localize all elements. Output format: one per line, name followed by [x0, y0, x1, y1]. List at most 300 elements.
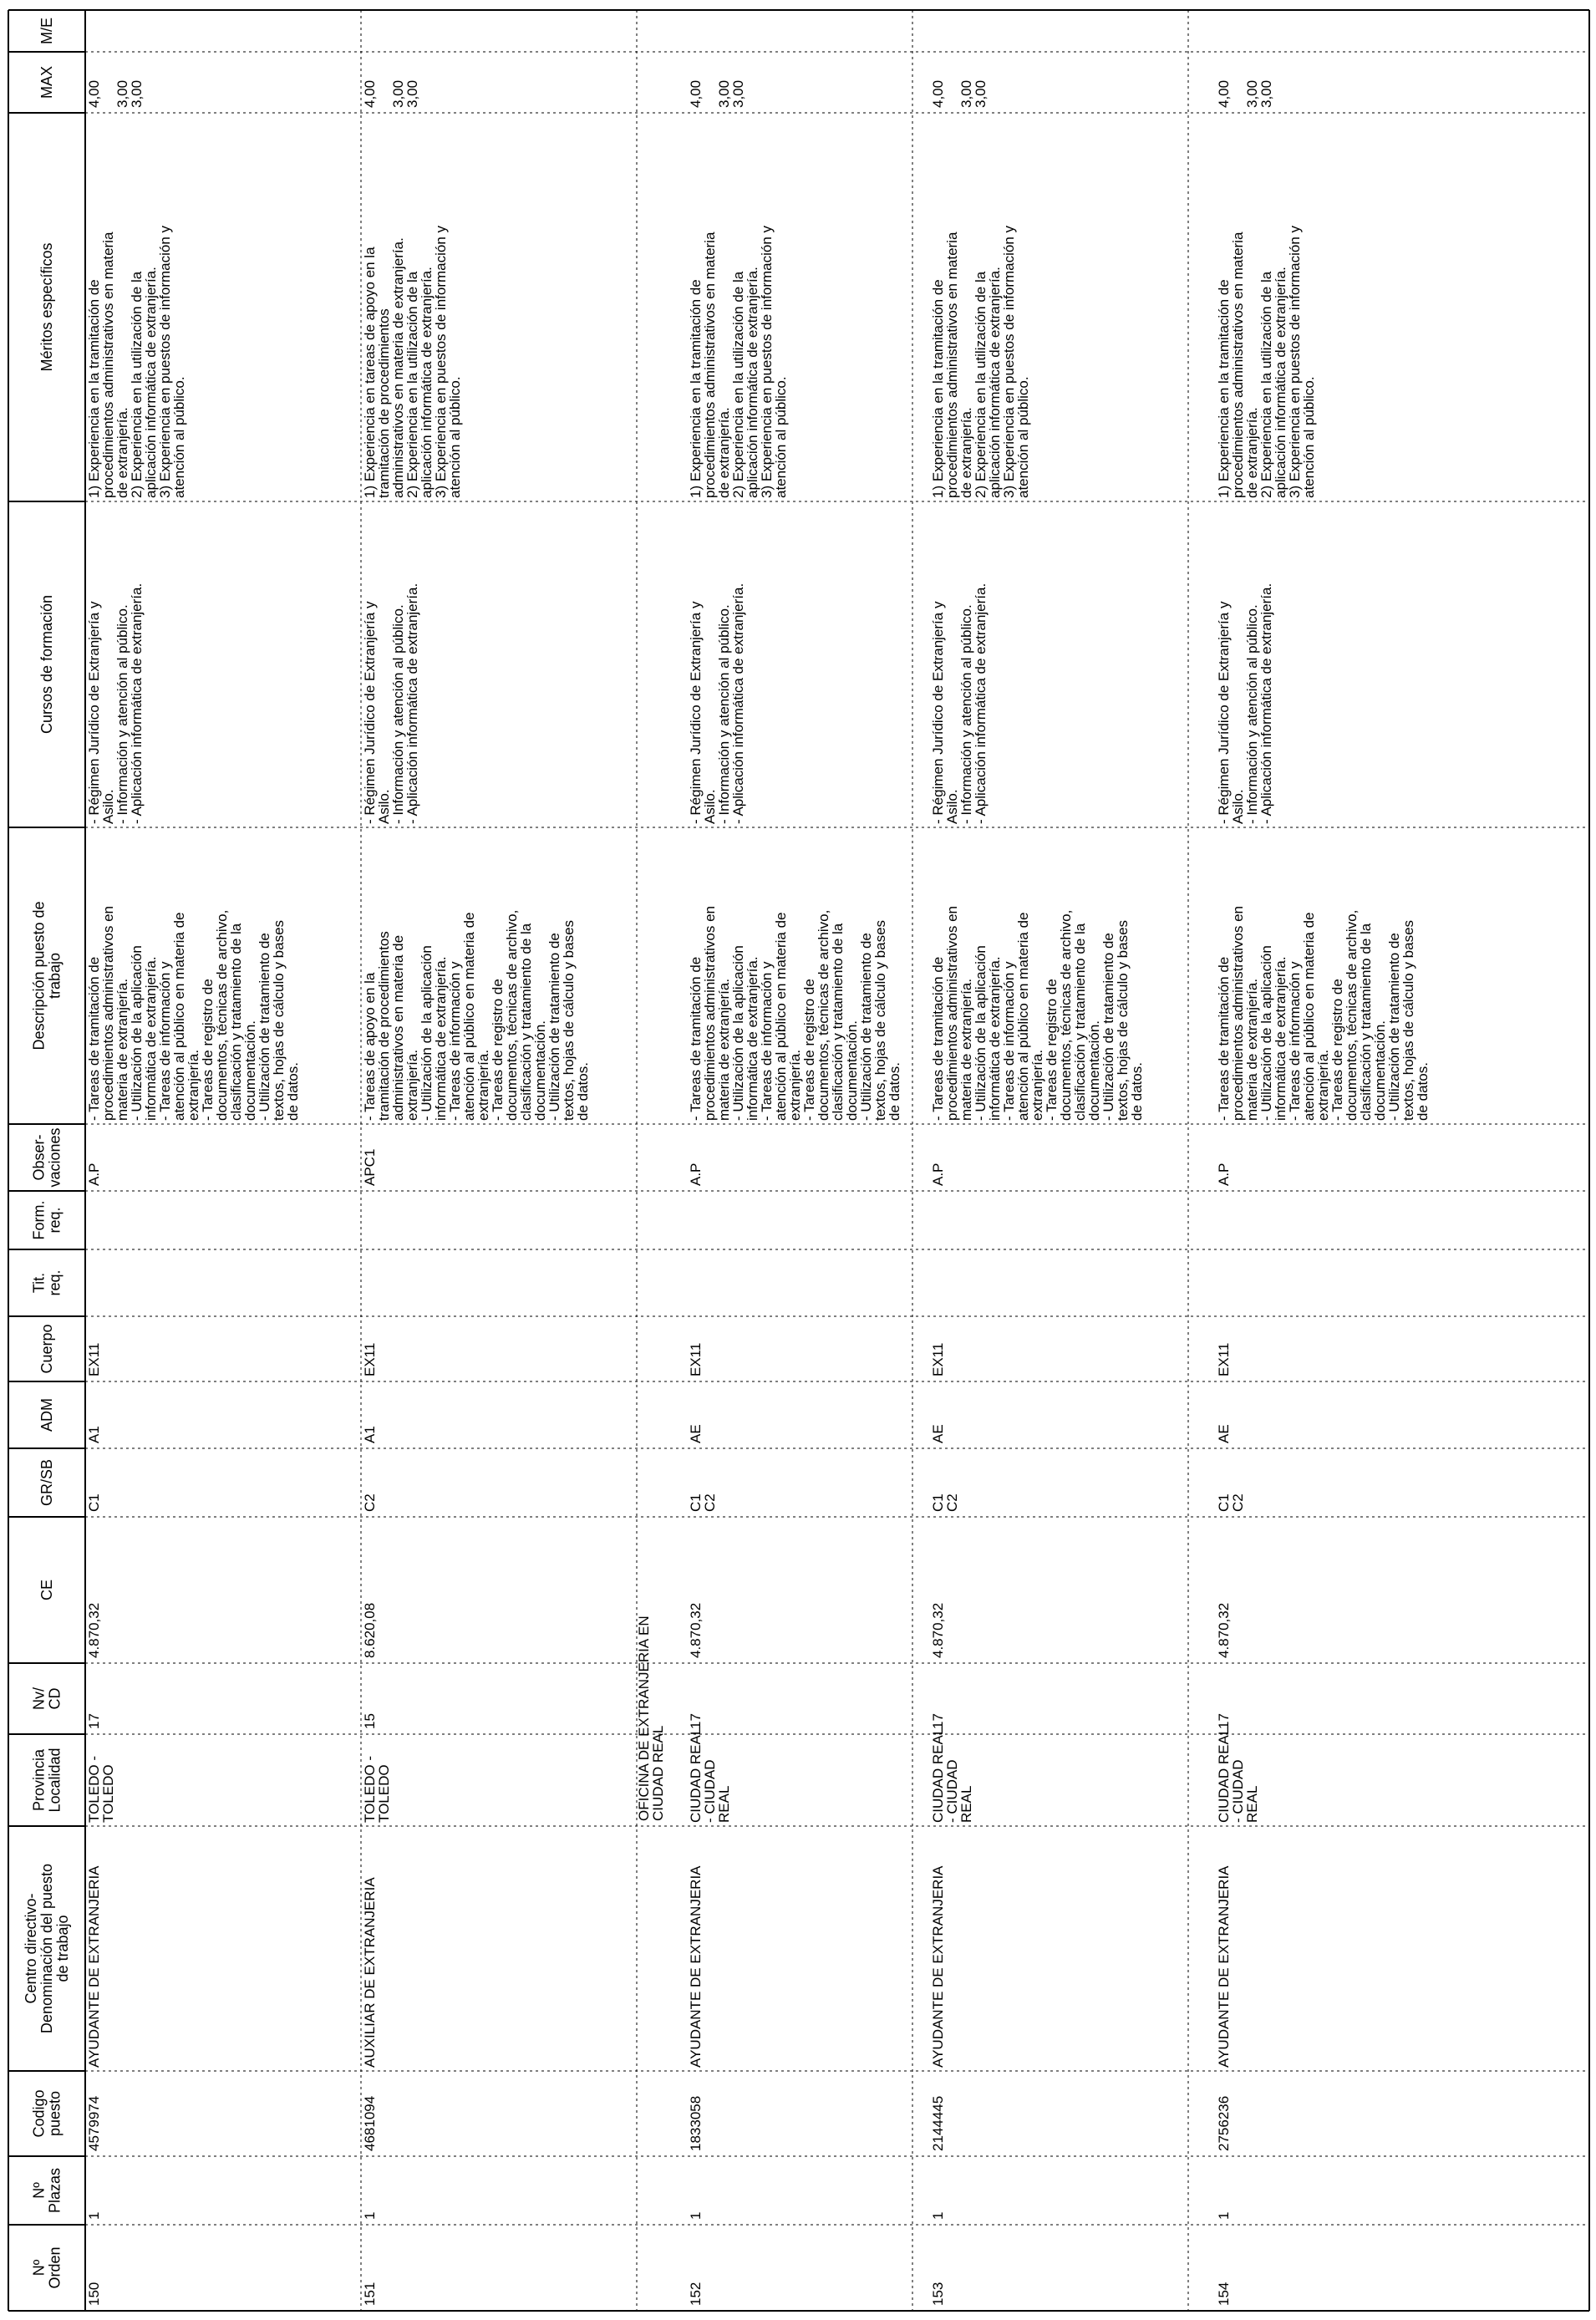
cursos-value-line: - Régimen Jurídico de Extranjería y	[930, 601, 946, 824]
descripcion-value-line: - Tareas de registro de	[490, 979, 506, 1121]
descripcion-value-line: documentos, técnicas de archivo,	[1058, 909, 1074, 1121]
header-titulacion-label: Tit.	[30, 1272, 48, 1294]
descripcion-value-line: clasificación y tratamiento de la	[1072, 923, 1088, 1121]
descripcion-value-line: documentación.	[1086, 1020, 1102, 1121]
cuerpo-value	[362, 1343, 378, 1376]
plazas-value	[688, 2212, 704, 2220]
cuerpo-value	[86, 1343, 102, 1376]
descripcion-value-line: informática de extranjería.	[1273, 956, 1288, 1121]
orden-value	[86, 2282, 102, 2306]
header-descripcion	[31, 901, 64, 1050]
nivel-value	[1216, 1713, 1232, 1729]
centro-value-line: AYUDANTE DE EXTRANJERIA	[688, 1865, 704, 2068]
nivel-value	[930, 1713, 946, 1729]
cuerpo-value-line: EX11	[86, 1342, 102, 1376]
grupo-value	[1216, 1493, 1246, 1512]
header-ce-label: CE	[38, 1579, 55, 1601]
descripcion-value-line: documentación.	[844, 1020, 860, 1121]
adm-value-line: A1	[362, 1426, 378, 1443]
descripcion-value-line: documentos, técnicas de archivo,	[504, 909, 520, 1121]
cursos-value-line: - Aplicación informática de extranjería.	[404, 583, 420, 824]
codigo-value-line: 4681094	[362, 2095, 378, 2151]
descripcion-value-line: - Tareas de registro de	[1329, 979, 1345, 1121]
descripcion-value-line: informática de extranjería.	[745, 956, 760, 1121]
grupo-value-line: C2	[702, 1493, 718, 1512]
cuerpo-value	[930, 1343, 946, 1376]
descripcion-value-line: - Utilización de la aplicación	[419, 945, 435, 1121]
max-value-line: 3,00	[958, 79, 974, 108]
header-nivel	[31, 1687, 64, 1710]
meritos-value-line: 3) Experiencia en puestos de información y	[1001, 225, 1017, 498]
descripcion-value-line: textos, hojas de cálculo y bases	[561, 919, 577, 1121]
max-value-line: 3,00	[404, 79, 420, 108]
cursos-value-line: - Aplicación informática de extranjería.	[730, 583, 746, 824]
codigo-value-line: 2144445	[930, 2095, 946, 2151]
plazas-value-line: 1	[688, 2211, 704, 2220]
descripcion-value-line: textos, hojas de cálculo y bases	[872, 919, 888, 1121]
header-cuerpo	[38, 1324, 55, 1373]
cursos-value-line: Asilo.	[376, 789, 392, 824]
descripcion-value-line: extranjería.	[1029, 1049, 1045, 1121]
header-provincia-label: Localidad	[46, 1748, 64, 1813]
header-nivel-label: Nv/	[30, 1687, 48, 1710]
grupo-value-line: C2	[944, 1493, 960, 1512]
grupo-value-line: C2	[1230, 1493, 1246, 1512]
provincia-value-line: CIUDAD REAL	[688, 1727, 704, 1823]
ce-value	[1216, 1603, 1232, 1658]
plazas-value	[930, 2212, 946, 2220]
plazas-value-line: 1	[930, 2211, 946, 2220]
codigo-value	[688, 2096, 704, 2151]
max-value	[1216, 80, 1274, 108]
centro-value	[930, 1865, 946, 2068]
provincia-value-line: - CIUDAD	[944, 1759, 960, 1823]
codigo-value-line: 2756236	[1216, 2095, 1232, 2151]
nivel-value	[86, 1713, 102, 1729]
header-provincia	[31, 1748, 64, 1812]
orden-value-line: 154	[1216, 2282, 1232, 2306]
ce-value-line: 4.870,32	[1216, 1602, 1232, 1658]
max-value-line: 4,00	[1216, 79, 1232, 108]
nivel-value-line: 17	[930, 1713, 946, 1729]
header-descripcion-label: trabajo	[46, 952, 64, 1000]
plazas-value	[1216, 2212, 1232, 2220]
descripcion-value-line: - Utilización de la aplicación	[730, 945, 746, 1121]
max-value-line: 3,00	[730, 79, 746, 108]
descripcion-value-line: - Tareas de información y	[1001, 961, 1017, 1121]
observaciones-value-line: A.P	[930, 1163, 946, 1186]
descripcion-value-line: de datos.	[887, 1062, 902, 1121]
meritos-value-line: de extranjería.	[1244, 407, 1260, 498]
descripcion-value-line: - Utilización de tratamiento de	[858, 933, 874, 1121]
descripcion-value-line: - Utilización de la aplicación	[1258, 945, 1274, 1121]
provincia-value	[86, 1756, 116, 1823]
meritos-value-line: aplicación informática de extranjería.	[143, 267, 159, 498]
meritos-value-line: 2) Experiencia en la utilización de la	[973, 271, 989, 498]
header-titulacion	[31, 1269, 64, 1295]
header-codigo-label: puesto	[46, 2090, 64, 2137]
max-value-line: 4,00	[86, 79, 102, 108]
group-label-line: CIUDAD REAL	[650, 1725, 666, 1821]
header-provincia-label: Provincia	[30, 1748, 48, 1812]
meritos-value	[362, 225, 463, 498]
plazas-value-line: 1	[1216, 2211, 1232, 2220]
centro-value	[86, 1865, 102, 2068]
descripcion-value-line: de datos.	[1129, 1062, 1145, 1121]
max-value-line: 3,00	[129, 79, 145, 108]
header-plazas-label: Nº	[30, 2182, 48, 2199]
grupo-value	[930, 1493, 960, 1512]
meritos-value-line: tramitación de procedimientos	[376, 308, 392, 498]
observaciones-value	[86, 1163, 102, 1186]
meritos-value-line: de extranjería.	[958, 407, 974, 498]
max-value	[688, 80, 746, 108]
adm-value-line: AE	[930, 1424, 946, 1443]
descripcion-value-line: documentación.	[532, 1020, 548, 1121]
header-centro	[23, 1864, 71, 2033]
observaciones-value-line: APC1	[362, 1148, 378, 1186]
descripcion-value-line: textos, hojas de cálculo y bases	[1400, 919, 1416, 1121]
descripcion-value-line: extranjería.	[186, 1049, 201, 1121]
meritos-value-line: 2) Experiencia en la utilización de la	[1258, 271, 1274, 498]
provincia-value-line: TOLEDO	[376, 1764, 392, 1823]
centro-value-line: AYUDANTE DE EXTRANJERIA	[1216, 1865, 1232, 2068]
cursos-value-line: - Información y atención al público.	[390, 604, 406, 824]
observaciones-value-line: A.P	[1216, 1163, 1232, 1186]
nivel-value-line: 17	[1216, 1713, 1232, 1729]
centro-value-line: AYUDANTE DE EXTRANJERIA	[86, 1865, 102, 2068]
provincia-value-line: TOLEDO -	[362, 1756, 378, 1823]
adm-value	[688, 1424, 704, 1443]
max-value-line: 3,00	[390, 79, 406, 108]
provincia-value-line: TOLEDO -	[86, 1756, 102, 1823]
descripcion-value-line: extranjería.	[475, 1049, 491, 1121]
ce-value	[86, 1603, 102, 1658]
descripcion-value-line: - Tareas de información y	[759, 961, 775, 1121]
cursos-value-line: Asilo.	[1230, 789, 1246, 824]
orden-value	[362, 2282, 378, 2306]
descripcion-value-line: tramitación de procedimientos	[376, 931, 392, 1121]
descripcion-value-line: documentos, técnicas de archivo,	[816, 909, 831, 1121]
header-centro-label: Denominación del puesto	[38, 1863, 55, 2034]
descripcion-value-line: - Utilización de la aplicación	[129, 945, 145, 1121]
cursos-value	[688, 583, 746, 824]
meritos-value-line: procedimientos administrativos en materia	[944, 231, 960, 498]
descripcion-value	[86, 906, 301, 1121]
descripcion-value-line: informática de extranjería.	[433, 956, 449, 1121]
table-grid	[8, 10, 1589, 2311]
cursos-value-line: - Información y atención al público.	[114, 604, 130, 824]
descripcion-value-line: atención al público en materia de	[461, 912, 477, 1121]
orden-value-line: 152	[688, 2282, 704, 2306]
provincia-value-line: CIUDAD REAL	[1216, 1727, 1232, 1823]
descripcion-value-line: - Tareas de tramitación de	[1216, 956, 1232, 1121]
meritos-value-line: 1) Experiencia en la tramitación de	[688, 279, 704, 498]
descripcion-value-line: clasificación y tratamiento de la	[518, 923, 534, 1121]
meritos-value-line: 3) Experiencia en puestos de información y	[157, 225, 173, 498]
cuerpo-value-line: EX11	[688, 1342, 704, 1376]
ce-value-line: 4.870,32	[688, 1602, 704, 1658]
nivel-value	[688, 1713, 704, 1729]
provincia-value	[1216, 1727, 1260, 1823]
meritos-value-line: atención al público.	[773, 376, 789, 498]
table-content	[23, 18, 1431, 2306]
cursos-value	[930, 583, 989, 824]
cursos-value-line: Asilo.	[100, 789, 116, 824]
header-cursos	[38, 595, 55, 734]
descripcion-value-line: clasificación y tratamiento de la	[830, 923, 846, 1121]
orden-value	[930, 2282, 946, 2306]
adm-value	[362, 1426, 378, 1443]
descripcion-value-line: procedimientos administrativos en	[1230, 905, 1246, 1121]
descripcion-value-line: - Tareas de registro de	[801, 979, 817, 1121]
descripcion-value-line: informática de extranjería.	[987, 956, 1003, 1121]
descripcion-value-line: materia de extranjería.	[716, 978, 732, 1121]
header-cuerpo-label: Cuerpo	[38, 1324, 55, 1374]
meritos-value-line: atención al público.	[171, 376, 187, 498]
cursos-value	[86, 583, 145, 824]
header-cursos-label: Cursos de formación	[38, 594, 55, 735]
descripcion-value-line: - Utilización de tratamiento de	[257, 933, 272, 1121]
descripcion-value-line: informática de extranjería.	[143, 956, 159, 1121]
ce-value	[688, 1603, 704, 1658]
cuerpo-value-line: EX11	[362, 1342, 378, 1376]
header-plazas	[31, 2168, 64, 2213]
descripcion-value-line: de datos.	[1415, 1062, 1431, 1121]
descripcion-value	[688, 906, 902, 1121]
observaciones-value	[1216, 1163, 1232, 1186]
meritos-value-line: aplicación informática de extranjería.	[1273, 267, 1288, 498]
cuerpo-value	[1216, 1343, 1232, 1376]
meritos-value	[1216, 225, 1317, 498]
provincia-value-line: REAL	[1244, 1785, 1260, 1823]
cursos-value	[362, 583, 420, 824]
provincia-value	[688, 1727, 732, 1823]
descripcion-value-line: - Tareas de información y	[447, 961, 463, 1121]
header-grupo-label: GR/SB	[38, 1458, 55, 1507]
descripcion-value-line: documentación.	[1372, 1020, 1388, 1121]
cuerpo-value-line: EX11	[930, 1342, 946, 1376]
descripcion-value	[362, 910, 591, 1121]
descripcion-value-line: procedimientos administrativos en	[100, 905, 116, 1121]
max-value-line: 3,00	[716, 79, 732, 108]
descripcion-value-line: - Utilización de la aplicación	[973, 945, 989, 1121]
descripcion-value-line: atención al público en materia de	[171, 912, 187, 1121]
centro-value-line: AUXILIAR DE EXTRANJERIA	[362, 1877, 378, 2068]
max-value-line: 3,00	[1244, 79, 1260, 108]
adm-value-line: AE	[1216, 1424, 1232, 1443]
descripcion-value-line: atención al público en materia de	[1301, 912, 1317, 1121]
cursos-value-line: - Aplicación informática de extranjería.	[973, 583, 989, 824]
descripcion-value-line: materia de extranjería.	[958, 978, 974, 1121]
header-max	[38, 66, 55, 99]
descripcion-value-line: textos, hojas de cálculo y bases	[1115, 919, 1131, 1121]
descripcion-value-line: - Utilización de tratamiento de	[546, 933, 562, 1121]
meritos-value-line: procedimientos administrativos en materia	[1230, 231, 1246, 498]
plazas-value-line: 1	[362, 2211, 378, 2220]
descripcion-value	[1216, 906, 1431, 1121]
descripcion-value-line: - Utilización de tratamiento de	[1386, 933, 1402, 1121]
descripcion-value-line: - Tareas de tramitación de	[930, 956, 946, 1121]
provincia-value	[930, 1727, 974, 1823]
provincia-value	[362, 1756, 392, 1823]
grupo-value-line: C1	[1216, 1493, 1232, 1512]
codigo-value-line: 4579974	[86, 2095, 102, 2151]
meritos-value-line: de extranjería.	[114, 407, 130, 498]
plazas-value	[86, 2212, 102, 2220]
meritos-value-line: 1) Experiencia en la tramitación de	[1216, 279, 1232, 498]
orden-value	[1216, 2282, 1232, 2306]
cursos-value-line: Asilo.	[702, 789, 718, 824]
meritos-value-line: de extranjería.	[716, 407, 732, 498]
meritos-value-line: 1) Experiencia en tareas de apoyo en la	[362, 247, 378, 498]
orden-value-line: 153	[930, 2282, 946, 2306]
descripcion-value-line: administrativos en materia de	[390, 934, 406, 1121]
meritos-value-line: atención al público.	[1015, 376, 1031, 498]
meritos-value-line: 3) Experiencia en puestos de información y	[759, 225, 775, 498]
group-label	[636, 1615, 666, 1821]
descripcion-value-line: - Tareas de tramitación de	[86, 956, 102, 1121]
meritos-value-line: administrativos en materia de extranjería.	[390, 237, 406, 498]
cursos-value-line: - Régimen Jurídico de Extranjería y	[362, 601, 378, 824]
header-plazas-label: Plazas	[46, 2167, 64, 2214]
orden-value	[688, 2282, 704, 2306]
cursos-value	[1216, 583, 1274, 824]
observaciones-value-line: A.P	[688, 1163, 704, 1186]
max-value-line: 4,00	[930, 79, 946, 108]
provincia-value-line: - CIUDAD	[702, 1759, 718, 1823]
ce-value-line: 4.870,32	[930, 1602, 946, 1658]
adm-value	[1216, 1424, 1232, 1443]
orden-value-line: 151	[362, 2282, 378, 2306]
observaciones-value	[930, 1163, 946, 1186]
meritos-value-line: 2) Experiencia en la utilización de la	[404, 271, 420, 498]
descripcion-value-line: procedimientos administrativos en	[944, 905, 960, 1121]
header-centro-label: de trabajo	[54, 1915, 71, 1982]
header-orden	[31, 2246, 64, 2288]
descripcion-value-line: materia de extranjería.	[114, 978, 130, 1121]
ce-value-line: 8.620,08	[362, 1602, 378, 1658]
meritos-value-line: atención al público.	[1301, 376, 1317, 498]
meritos-value-line: aplicación informática de extranjería.	[745, 267, 760, 498]
header-observaciones-label: vaciones	[46, 1127, 64, 1188]
header-formacion-label: req.	[46, 1207, 64, 1234]
descripcion-value-line: documentos, técnicas de archivo,	[1344, 909, 1360, 1121]
descripcion-value-line: - Utilización de tratamiento de	[1100, 933, 1116, 1121]
group-label-line: OFICINA DE EXTRANJERIA EN	[636, 1615, 652, 1821]
ce-value	[930, 1603, 946, 1658]
header-observaciones-label: Obser-	[30, 1134, 48, 1181]
meritos-value-line: 1) Experiencia en la tramitación de	[930, 279, 946, 498]
cursos-value-line: - Aplicación informática de extranjería.	[129, 583, 145, 824]
descripcion-value-line: clasificación y tratamiento de la	[1358, 923, 1374, 1121]
descripcion-value-line: documentación.	[242, 1020, 258, 1121]
descripcion-value-line: materia de extranjería.	[1244, 978, 1260, 1121]
descripcion-value-line: - Tareas de registro de	[1044, 979, 1060, 1121]
descripcion-value-line: de datos.	[575, 1062, 591, 1121]
header-titulacion-label: req.	[46, 1269, 64, 1296]
cursos-value-line: - Régimen Jurídico de Extranjería y	[86, 601, 102, 824]
descripcion-value-line: clasificación y tratamiento de la	[228, 923, 244, 1121]
header-max-label: MAX	[38, 65, 55, 99]
header-grupo	[38, 1459, 55, 1506]
cursos-value-line: - Aplicación informática de extranjería.	[1258, 583, 1274, 824]
cuerpo-value-line: EX11	[1216, 1342, 1232, 1376]
meritos-value	[930, 225, 1031, 498]
descripcion-value-line: - Tareas de apoyo en la	[362, 972, 378, 1121]
plazas-value-line: 1	[86, 2211, 102, 2220]
descripcion-value	[930, 906, 1145, 1121]
provincia-value-line: CIUDAD REAL	[930, 1727, 946, 1823]
provincia-value-line: REAL	[716, 1785, 732, 1823]
provincia-value-line: - CIUDAD	[1230, 1759, 1246, 1823]
provincia-value-line: TOLEDO	[100, 1764, 116, 1823]
grupo-value-line: C2	[362, 1493, 378, 1512]
descripcion-value-line: atención al público en materia de	[1015, 912, 1031, 1121]
descripcion-value-line: extranjería.	[404, 1049, 420, 1121]
nivel-value-line: 17	[688, 1713, 704, 1729]
descripcion-value-line: documentos, técnicas de archivo,	[214, 909, 230, 1121]
cursos-value-line: - Información y atención al público.	[958, 604, 974, 824]
max-value	[362, 80, 420, 108]
descripcion-value-line: - Tareas de tramitación de	[688, 956, 704, 1121]
codigo-value	[362, 2096, 378, 2151]
observaciones-value	[362, 1149, 378, 1186]
descripcion-value-line: atención al público en materia de	[773, 912, 789, 1121]
header-ce	[38, 1580, 55, 1600]
header-me	[38, 18, 55, 44]
header-orden-label: Orden	[46, 2246, 64, 2289]
nivel-value-line: 17	[86, 1713, 102, 1729]
header-meritos-label: Méritos específicos	[38, 242, 55, 372]
meritos-value-line: atención al público.	[447, 376, 463, 498]
observaciones-value	[688, 1163, 704, 1186]
adm-value	[86, 1426, 102, 1443]
meritos-value	[86, 225, 187, 498]
adm-value	[930, 1424, 946, 1443]
header-nivel-label: CD	[46, 1687, 64, 1710]
plazas-value	[362, 2212, 378, 2220]
descripcion-value-line: procedimientos administrativos en	[702, 905, 718, 1121]
header-descripcion-label: Descripción puesto de	[30, 901, 48, 1051]
descripcion-value-line: - Tareas de información y	[1287, 961, 1303, 1121]
header-adm	[38, 1398, 55, 1432]
centro-value-line: AYUDANTE DE EXTRANJERIA	[930, 1865, 946, 2068]
meritos-value-line: 3) Experiencia en puestos de información y	[433, 225, 449, 498]
cursos-value-line: - Información y atención al público.	[716, 604, 732, 824]
max-value-line: 4,00	[362, 79, 378, 108]
meritos-value-line: aplicación informática de extranjería.	[987, 267, 1003, 498]
descripcion-value-line: de datos.	[285, 1062, 301, 1121]
max-value	[86, 80, 145, 108]
cursos-value-line: - Información y atención al público.	[1244, 604, 1260, 824]
meritos-value-line: 2) Experiencia en la utilización de la	[730, 271, 746, 498]
max-value-line: 3,00	[1258, 79, 1274, 108]
meritos-value-line: 2) Experiencia en la utilización de la	[129, 271, 145, 498]
codigo-value-line: 1833058	[688, 2095, 704, 2151]
meritos-value-line: aplicación informática de extranjería.	[419, 267, 435, 498]
cuerpo-value	[688, 1343, 704, 1376]
centro-value	[688, 1865, 704, 2068]
header-meritos	[38, 242, 55, 371]
cursos-value-line: - Régimen Jurídico de Extranjería y	[688, 601, 704, 824]
nivel-value-line: 15	[362, 1713, 378, 1729]
grupo-value	[86, 1493, 102, 1512]
header-codigo-label: Codigo	[30, 2089, 48, 2138]
meritos-value-line: procedimientos administrativos en materia	[702, 231, 718, 498]
nivel-value	[362, 1713, 378, 1729]
cursos-value-line: - Régimen Jurídico de Extranjería y	[1216, 601, 1232, 824]
